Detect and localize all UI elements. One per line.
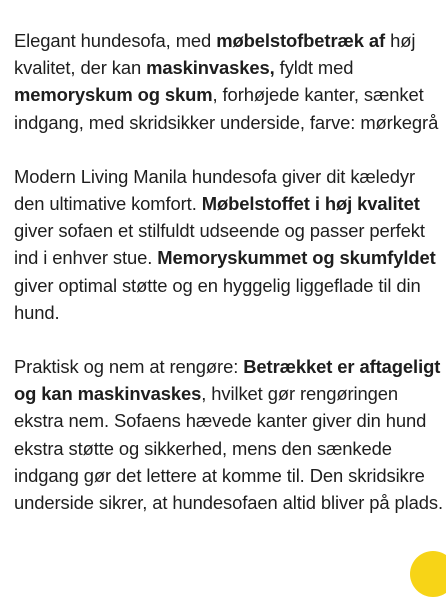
description-paragraph-1 <box>14 27 446 136</box>
text-segment: Elegant hundesofa, med <box>14 30 217 51</box>
bold-text-segment: Betrækket er aftageligt og kan maskinvaskes <box>14 356 441 405</box>
text-segment: giver sofaen et stilfuldt udseende og passer perfekt ind i enhver stue. <box>14 220 425 269</box>
bold-text-segment: maskinvaskes, <box>146 57 275 79</box>
text-segment: Modern Living Manila hundesofa giver dit kæledyr den ultimative komfort. <box>14 165 416 215</box>
bold-text-segment: Møbelstoffet i høj kvalitet <box>201 193 420 215</box>
text-segment: giver optimal støtte og en hyggelig liggeflade til din hund. <box>14 274 421 323</box>
text-segment: Praktisk og nem at rengøre: <box>14 356 244 378</box>
description-paragraph-3 <box>14 353 446 516</box>
text-segment: høj kvalitet, der kan <box>14 30 416 79</box>
description-paragraph-2 <box>14 163 446 326</box>
text-segment: , forhøjede kanter, sænket indgang, med skridsikker underside, farve: mørkegrå <box>14 84 439 133</box>
text-segment: fyldt med <box>274 57 354 79</box>
bold-text-segment: møbelstofbetræk af <box>216 30 386 51</box>
text-segment: , hvilket gør rengøringen ekstra nem. Sofaens hævede kanter giver din hund ekstra støtte og sikkerhed, mens den sænkede indgang gør det lettere at komme til. Den skridsikre underside sikrer, at hundesofaen altid bliver på plads. <box>14 383 443 514</box>
bold-text-segment: Memoryskummet og skumfyldet <box>157 247 436 269</box>
chat-widget-button[interactable] <box>410 551 446 597</box>
product-description <box>14 27 446 516</box>
bold-text-segment: memoryskum og skum <box>14 84 213 106</box>
